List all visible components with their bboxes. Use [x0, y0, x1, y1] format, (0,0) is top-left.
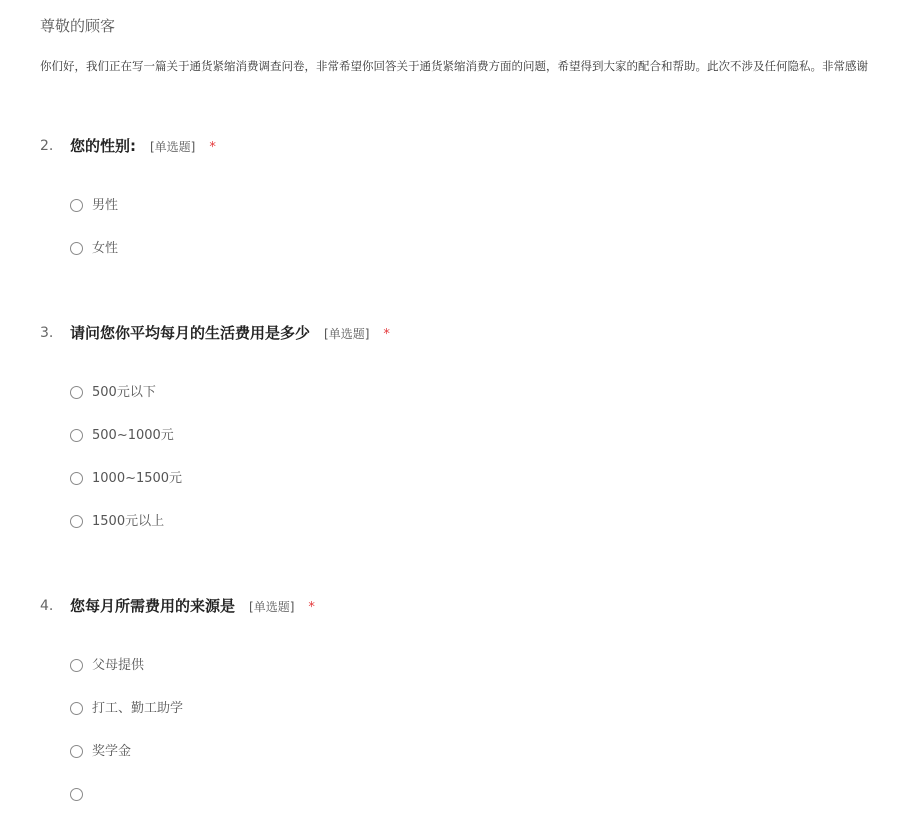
question-title	[70, 134, 216, 160]
option-part-time-work[interactable]	[70, 699, 183, 742]
question-title-text: 您的性别:	[70, 137, 136, 155]
option-label[interactable]: 女性	[92, 241, 119, 256]
option-over-1500[interactable]	[70, 512, 182, 555]
radio-button[interactable]	[70, 472, 83, 485]
question-title-row	[40, 594, 900, 618]
question-title-row	[40, 321, 900, 345]
option-parents[interactable]	[70, 656, 183, 699]
radio-button[interactable]	[70, 745, 83, 758]
question-expense-source	[40, 594, 900, 759]
option-scholarship[interactable]	[70, 742, 183, 785]
radio-button[interactable]	[70, 702, 83, 715]
question-number: 4.	[40, 598, 54, 614]
radio-button[interactable]	[70, 659, 83, 672]
question-title	[70, 594, 315, 620]
question-title	[70, 321, 390, 347]
option-under-500[interactable]	[70, 383, 182, 426]
option-label[interactable]: 打工、勤工助学	[92, 701, 184, 716]
option-1000-1500[interactable]	[70, 469, 182, 512]
radio-button[interactable]	[70, 788, 83, 801]
option-label[interactable]: 1000~1500元	[92, 471, 183, 486]
options-list	[70, 383, 182, 555]
radio-button[interactable]	[70, 242, 83, 255]
question-number: 3.	[40, 325, 54, 341]
question-title-text: 请问您你平均每月的生活费用是多少	[70, 324, 311, 342]
radio-button[interactable]	[70, 199, 83, 212]
required-marker: *	[308, 600, 315, 615]
option-label[interactable]: 父母提供	[92, 658, 145, 673]
radio-button[interactable]	[70, 429, 83, 442]
radio-button[interactable]	[70, 386, 83, 399]
question-title-row	[40, 134, 900, 158]
option-partially-visible[interactable]	[70, 785, 183, 828]
question-type-label: [单选题]	[150, 140, 196, 154]
question-type-label: [单选题]	[249, 600, 295, 614]
option-label[interactable]: 1500元以上	[92, 514, 165, 529]
option-female[interactable]	[70, 239, 118, 282]
options-list	[70, 656, 183, 828]
option-male[interactable]	[70, 196, 118, 239]
question-type-label: [单选题]	[324, 327, 370, 341]
required-marker: *	[209, 140, 216, 155]
question-gender	[40, 134, 900, 256]
survey-intro: 你们好，我们正在写一篇关于通货紧缩消费调查问卷，非常希望你回答关于通货紧缩消费方面的问题，希望得到大家的配合和帮助。此次不涉及任何隐私。非常感谢	[40, 59, 868, 73]
option-label[interactable]: 男性	[92, 198, 119, 213]
option-label[interactable]: 500元以下	[92, 385, 156, 400]
survey-greeting: 尊敬的顾客	[40, 17, 116, 35]
question-monthly-expense	[40, 321, 900, 529]
options-list	[70, 196, 118, 282]
radio-button[interactable]	[70, 515, 83, 528]
option-label[interactable]: 500~1000元	[92, 428, 174, 443]
option-500-1000[interactable]	[70, 426, 182, 469]
required-marker: *	[383, 327, 390, 342]
option-label[interactable]: 奖学金	[92, 744, 132, 759]
question-number: 2.	[40, 138, 54, 154]
question-title-text: 您每月所需费用的来源是	[70, 597, 236, 615]
